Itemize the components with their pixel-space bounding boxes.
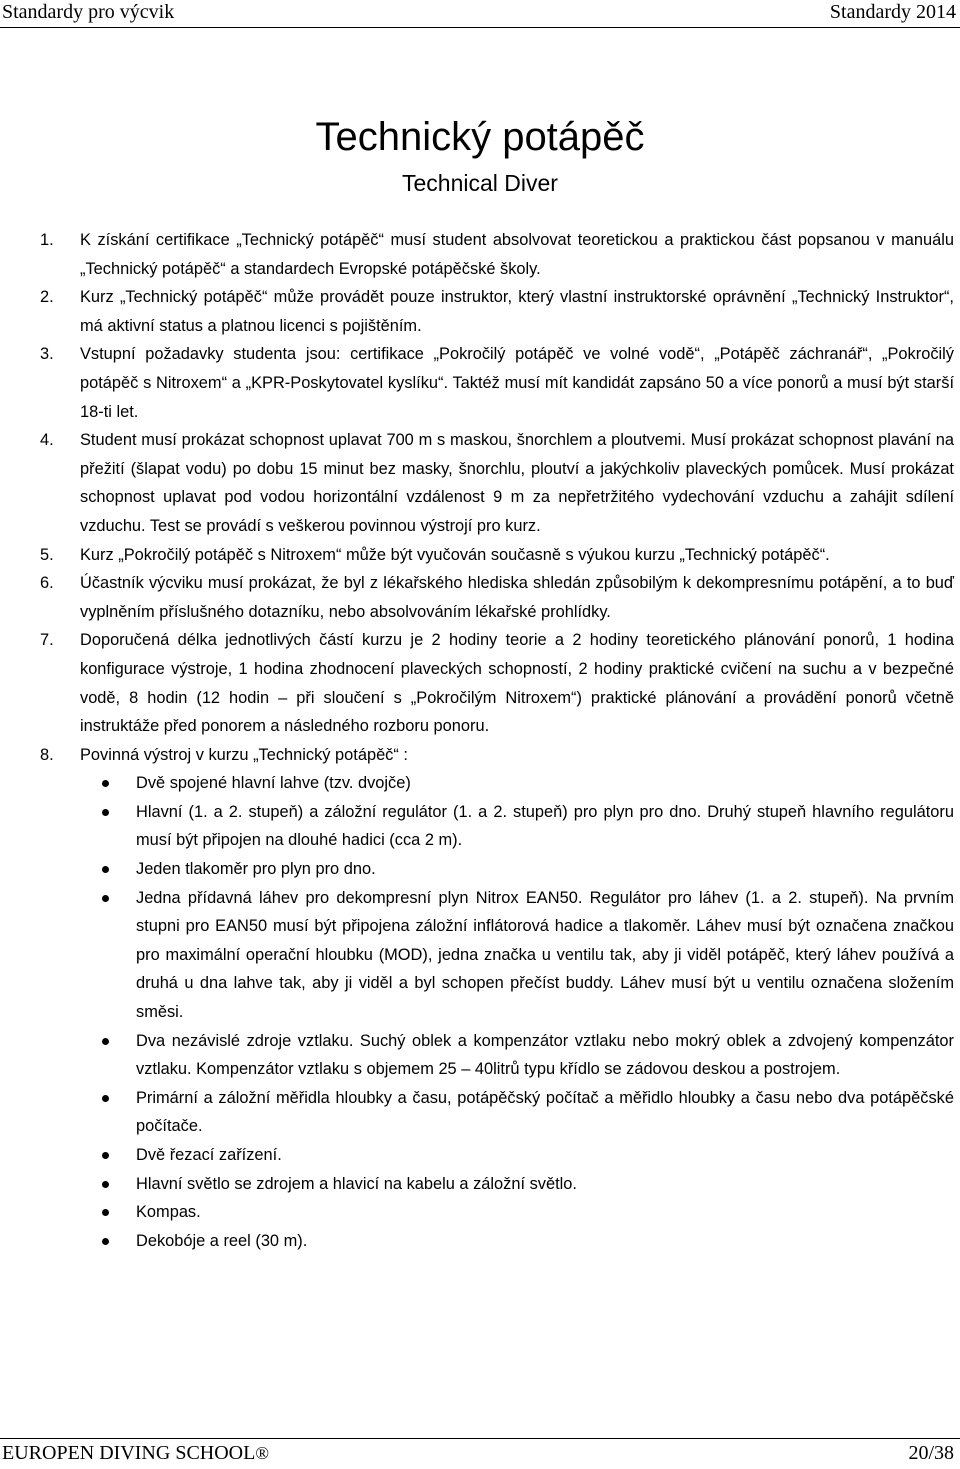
- list-item: [0, 626, 960, 740]
- list-item: [0, 541, 960, 570]
- item-text: Student musí prokázat schopnost uplavat 700 m s maskou, šnorchlem a ploutvemi. Musí prokázat schopnost plavání na přežití (šlapat vodu) po dobu 15 minut bez masky, šnorchlu, ploutví a jakýchkoliv plaveckých pomůcek. Musí prokázat schopnost uplavat pod vodou horizontální vzdálenost 9 m za nepřetržitého vydechování vzduchu a zahájit sdílení vzduchu. Test se provádí s veškerou povinnou výstrojí pro kurz.: [80, 431, 954, 535]
- equipment-item: [0, 1141, 960, 1170]
- item-number: 4.: [40, 431, 54, 450]
- equipment-item: [0, 769, 960, 798]
- bullet-icon: [102, 1152, 109, 1159]
- footer-left: [2, 1439, 269, 1467]
- list-item: [0, 340, 960, 426]
- item-text: Povinná výstroj v kurzu „Technický potápěč“ :: [80, 745, 408, 764]
- list-item: [0, 283, 960, 340]
- item-number: 6.: [40, 574, 54, 593]
- equipment-item: [0, 1027, 960, 1084]
- equipment-item: [0, 1170, 960, 1199]
- equipment-text: Kompas.: [136, 1203, 201, 1222]
- item-text: Doporučená délka jednotlivých částí kurzu je 2 hodiny teorie a 2 hodiny teoretického plánování ponorů, 1 hodina konfigurace výstroje, 1 hodina zhodnocení plaveckých schopností, 2 hodiny praktické cvičení na suchu a v bezpečné vodě, 8 hodin (12 hodin – při sloučení s „Pokročilým Nitroxem“) praktické plánování a provádění ponorů včetně instruktáže před ponorem a následného rozboru ponoru.: [80, 631, 954, 736]
- item-text: Účastník výcviku musí prokázat, že byl z lékařského hlediska shledán způsobilým k dekompresnímu potápění, a to buď vyplněním příslušného dotazníku, nebo absolvováním lékařské prohlídky.: [80, 574, 954, 621]
- equipment-item: [0, 1227, 960, 1256]
- bullet-icon: [102, 1095, 109, 1102]
- document-body: [0, 226, 960, 1255]
- item-number: 2.: [40, 288, 54, 307]
- page-subtitle: Technical Diver: [402, 170, 558, 196]
- item-number: 3.: [40, 345, 54, 364]
- bullet-icon: [102, 895, 109, 902]
- equipment-text: Dvě řezací zařízení.: [136, 1146, 282, 1164]
- item-text: Kurz „Technický potápěč“ může provádět pouze instruktor, který vlastní instruktorské oprávnění „Technický Instruktor“, má aktivní status a platnou licenci s pojištěním.: [80, 288, 954, 335]
- equipment-text: Primární a záložní měřidla hloubky a času, potápěčský počítač a měřidlo hloubky a času nebo dva potápěčské počítače.: [136, 1088, 954, 1136]
- bullet-icon: [102, 1038, 109, 1045]
- equipment-item: [0, 798, 960, 855]
- equipment-text: Dva nezávislé zdroje vztlaku. Suchý oblek a kompenzátor vztlaku nebo mokrý oblek a zdvojený kompenzátor vztlaku. Kompenzátor vztlaku s objemem 25 – 40litrů typu křídlo se zádovou deskou a postrojem.: [136, 1031, 954, 1079]
- page-title: Technický potápěč: [315, 115, 645, 159]
- school-name: EUROPEN DIVING SCHOOL: [2, 1442, 256, 1464]
- equipment-item: [0, 884, 960, 1027]
- bullet-icon: [102, 1209, 109, 1216]
- equipment-item: [0, 1198, 960, 1227]
- list-item: [0, 226, 960, 283]
- list-item: [0, 741, 960, 770]
- equipment-text: Jedna přídavná láhev pro dekompresní plyn Nitrox EAN50. Regulátor pro láhev (1. a 2. stupeň). Na prvním stupni pro EAN50 musí být připojena záložní inflátorová hadice a tlakoměr. Láhev musí být označena značkou pro maximální operační hloubku (MOD), jedna značka u ventilu tak, aby ji viděl potápěč, který láhev používá a druhá u dna lahve tak, aby ji viděl a byl schopen přečíst buddy. Láhev musí být u ventilu označena složením směsi.: [136, 888, 954, 1022]
- list-item: [0, 426, 960, 540]
- list-item: [0, 569, 960, 626]
- equipment-list: [0, 769, 960, 1255]
- item-number: 8.: [40, 745, 54, 764]
- page-footer: [0, 1438, 960, 1469]
- item-text: K získání certifikace „Technický potápěč“ musí student absolvovat teoretickou a praktickou část popsanou v manuálu „Technický potápěč“ a standardech Evropské potápěčské školy.: [80, 231, 954, 278]
- equipment-text: Jeden tlakoměr pro plyn pro dno.: [136, 860, 376, 879]
- bullet-icon: [102, 809, 109, 816]
- equipment-text: Hlavní (1. a 2. stupeň) a záložní regulátor (1. a 2. stupeň) pro plyn pro dno. Druhý stupeň hlavního regulátoru musí být připojen na dlouhé hadici (cca 2 m).: [136, 802, 954, 850]
- item-number: 7.: [40, 631, 54, 650]
- header-right: Standardy 2014: [829, 1, 956, 23]
- equipment-item: [0, 855, 960, 884]
- registered-mark: ®: [255, 1443, 270, 1463]
- bullet-icon: [102, 1181, 109, 1188]
- equipment-text: Dvě spojené hlavní lahve (tzv. dvojče): [136, 774, 411, 793]
- equipment-item: [0, 1084, 960, 1141]
- item-text: Kurz „Pokročilý potápěč s Nitroxem“ může být vyučován současně s výukou kurzu „Technický potápěč“.: [80, 545, 830, 564]
- equipment-text: Hlavní světlo se zdrojem a hlavicí na kabelu a záložní světlo.: [136, 1174, 577, 1193]
- bullet-icon: [102, 1238, 109, 1245]
- bullet-icon: [102, 780, 109, 787]
- item-number: 5.: [40, 545, 54, 564]
- page-header: [0, 0, 960, 28]
- equipment-text: Dekobóje a reel (30 m).: [136, 1231, 308, 1250]
- bullet-icon: [102, 866, 109, 873]
- item-text: Vstupní požadavky studenta jsou: certifikace „Pokročilý potápěč ve volné vodě“, „Potápěč záchranář“, „Pokročilý potápěč s Nitroxem“ a „KPR-Poskytovatel kyslíku“. Taktéž musí mít kandidát zapsáno 50 a více ponorů a musí být starší 18-ti let.: [80, 345, 954, 421]
- item-number: 1.: [40, 231, 54, 249]
- page-number: 20/38: [908, 1442, 954, 1464]
- header-left: Standardy pro výcvik: [2, 1, 175, 23]
